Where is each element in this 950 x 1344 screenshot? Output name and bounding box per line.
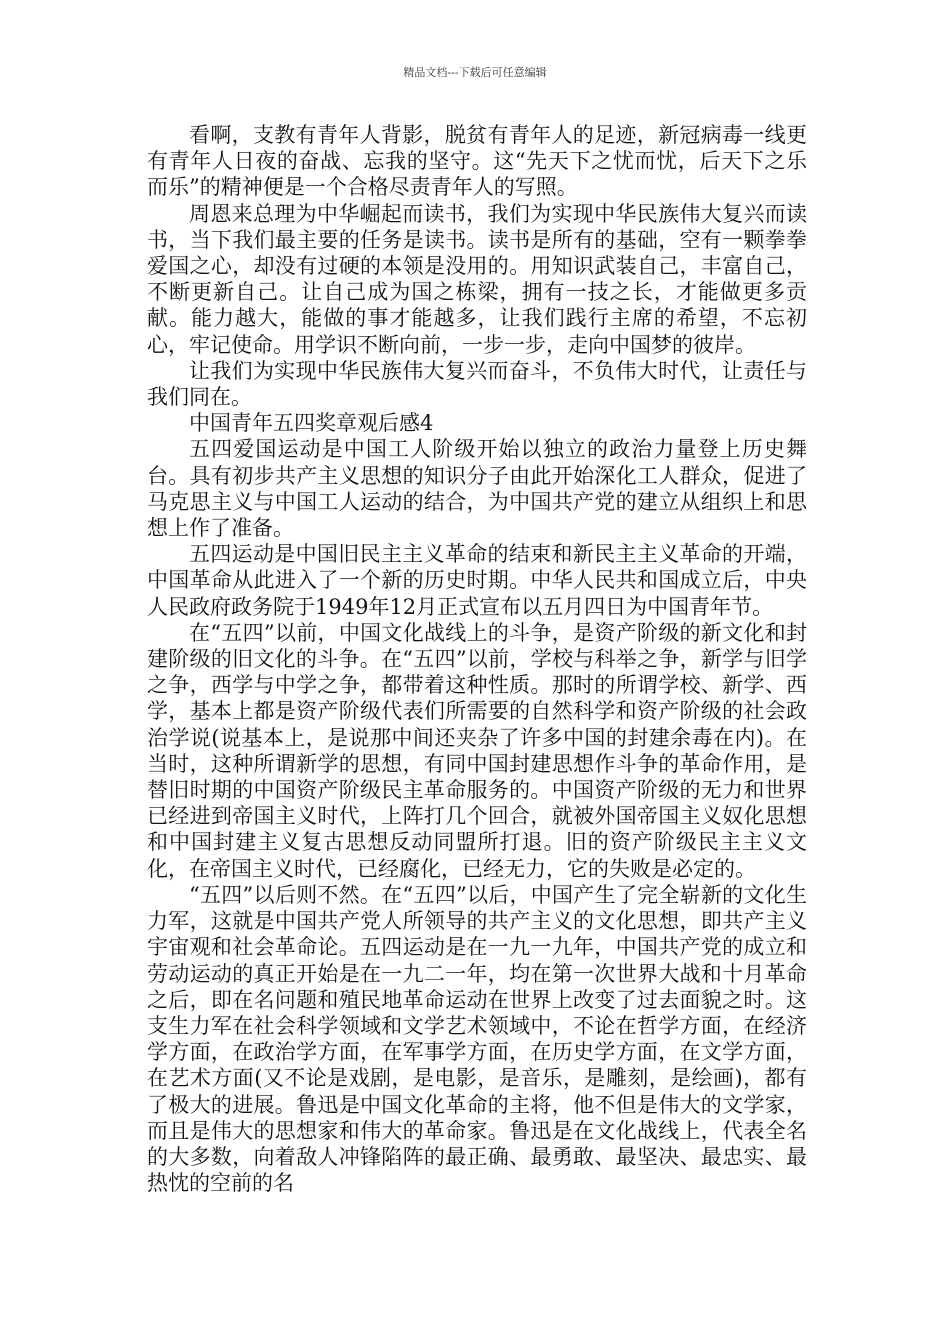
page-header: 精品文档---下载后可任意编辑 <box>403 66 547 79</box>
paragraph-4: 五四爱国运动是中国工人阶级开始以独立的政治力量登上历史舞台。具有初步共产主义思想的知识分子由此开始深化工人群众，促进了马克思主义与中国工人运动的结合，为中国共产党的建立从组织上和思想上作了准备。 <box>147 437 807 541</box>
paragraph-2: 周恩来总理为中华崛起而读书，我们为实现中华民族伟大复兴而读书，当下我们最主要的任务是读书。读书是所有的基础，空有一颗拳拳爱国之心，却没有过硬的本领是没用的。用知识武装自己，丰富自己，不断更新自己。让自己成为国之栋梁，拥有一技之长，才能做更多贡献。能力越大，能做的事才能越多，让我们践行主席的希望，不忘初心，牢记使命。用学识不断向前，一步一步，走向中国梦的彼岸。 <box>147 201 807 357</box>
paragraph-5: 五四运动是中国旧民主主义革命的结束和新民主主义革命的开端，中国革命从此进入了一个新的历史时期。中华人民共和国成立后，中央人民政府政务院于1949年12月正式宣布以五月四日为中国青年节。 <box>147 542 807 619</box>
document-body <box>147 122 807 1196</box>
paragraph-6: 在“五四”以前，中国文化战线上的斗争，是资产阶级的新文化和封建阶级的旧文化的斗争。在“五四”以前，学校与科举之争，新学与旧学之争，西学与中学之争，都带着这种性质。那时的所谓学校、新学、西学，基本上都是资产阶级代表们所需要的自然科学和资产阶级的社会政治学说(说基本上，是说那中间还夹杂了许多中国的封建余毒在内)。在当时，这种所谓新学的思想，有同中国封建思想作斗争的革命作用，是替旧时期的中国资产阶级民主革命服务的。中国资产阶级的无力和世界已经进到帝国主义时代，上阵打几个回合，就被外国帝国主义奴化思想和中国封建主义复古思想反动同盟所打退。旧的资产阶级民主主义文化，在帝国主义时代，已经腐化，已经无力，它的失败是必定的。 <box>147 620 807 881</box>
paragraph-7: “五四”以后则不然。在“五四”以后，中国产生了完全崭新的文化生力军，这就是中国共产党人所领导的共产主义的文化思想，即共产主义宇宙观和社会革命论。五四运动是在一九一九年，中国共产党的成立和劳动运动的真正开始是在一九二一年，均在第一次世界大战和十月革命之后，即在名问题和殖民地革命运动在世界上改变了过去面貌之时。这支生力军在社会科学领域和文学艺术领域中，不论在哲学方面，在经济学方面，在政治学方面，在军事学方面，在历史学方面，在文学方面，在艺术方面(又不论是戏剧，是电影，是音乐，是雕刻，是绘画)，都有了极大的进展。鲁迅是中国文化革命的主将，他不但是伟大的文学家，而且是伟大的思想家和伟大的革命家。鲁迅是在文化战线上，代表全名的大多数，向着敌人冲锋陷阵的最正确、最勇敢、最坚决、最忠实、最热忱的空前的名 <box>147 882 807 1196</box>
section-heading: 中国青年五四奖章观后感4 <box>189 411 434 436</box>
paragraph-1: 看啊，支教有青年人背影，脱贫有青年人的足迹，新冠病毒一线更有青年人日夜的奋战、忘我的坚守。这“先天下之忧而忧，后天下之乐而乐”的精神便是一个合格尽责青年人的写照。 <box>147 123 807 200</box>
paragraph-3: 让我们为实现中华民族伟大复兴而奋斗，不负伟大时代，让责任与我们同在。 <box>147 358 807 410</box>
